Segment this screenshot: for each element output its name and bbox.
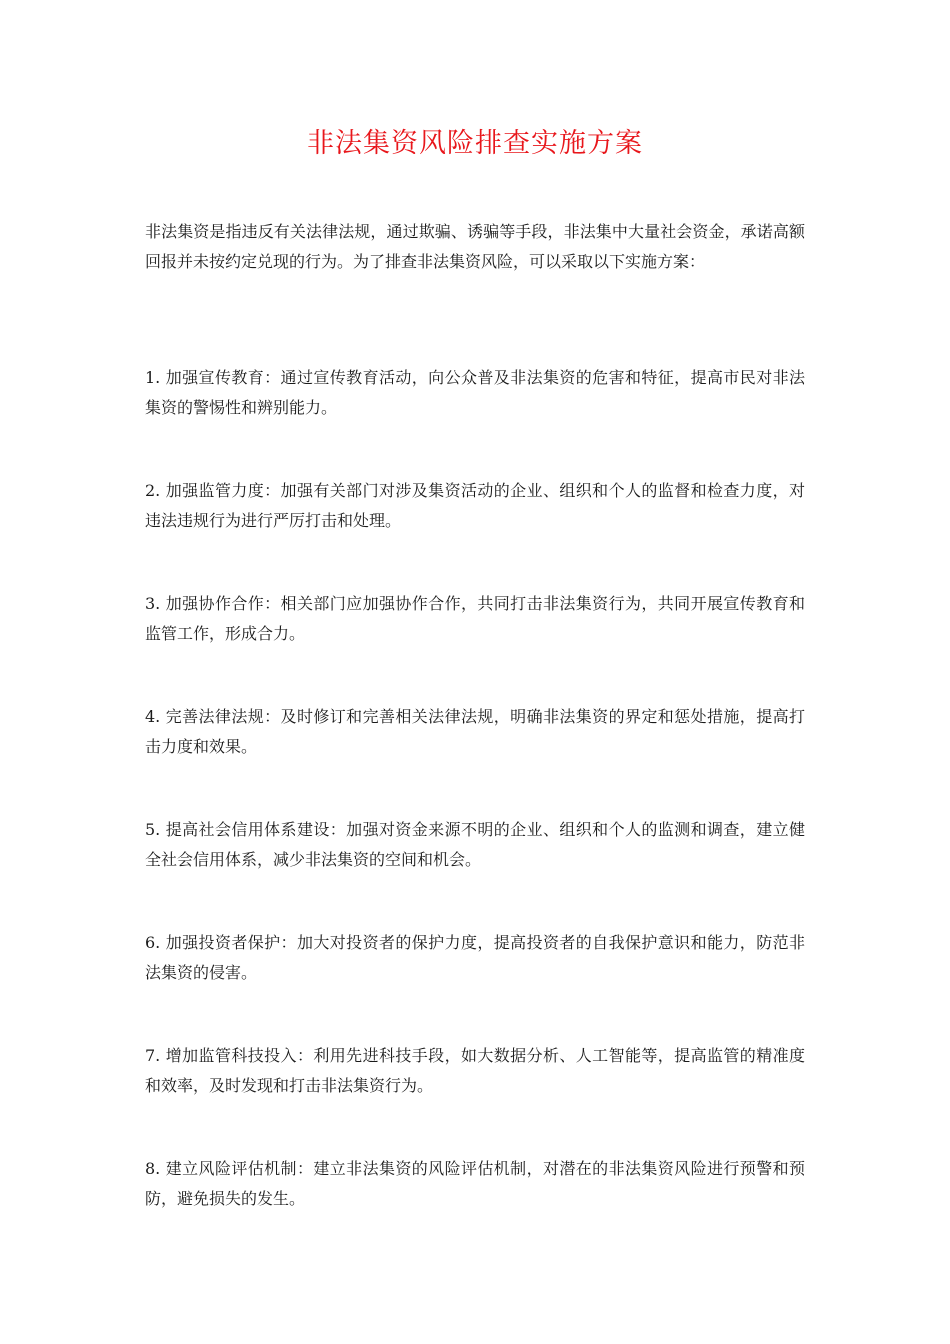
list-item-8: 8. 建立风险评估机制：建立非法集资的风险评估机制，对潜在的非法集资风险进行预警和预防，避免损失的发生。 bbox=[145, 1159, 805, 1208]
list-item-2: 2. 加强监管力度：加强有关部门对涉及集资活动的企业、组织和个人的监督和检查力度，对违法违规行为进行严厉打击和处理。 bbox=[145, 481, 805, 530]
list-item-5: 5. 提高社会信用体系建设：加强对资金来源不明的企业、组织和个人的监测和调查，建立健全社会信用体系，减少非法集资的空间和机会。 bbox=[145, 820, 805, 869]
intro-paragraph: 非法集资是指违反有关法律法规，通过欺骗、诱骗等手段，非法集中大量社会资金，承诺高额回报并未按约定兑现的行为。为了排查非法集资风险，可以采取以下实施方案： bbox=[145, 222, 805, 271]
list-item-6: 6. 加强投资者保护：加大对投资者的保护力度，提高投资者的自我保护意识和能力，防范非法集资的侵害。 bbox=[145, 933, 805, 982]
document-title: 非法集资风险排查实施方案 bbox=[307, 128, 643, 159]
list-item-1: 1. 加强宣传教育：通过宣传教育活动，向公众普及非法集资的危害和特征，提高市民对非法集资的警惕性和辨别能力。 bbox=[145, 368, 805, 417]
list-item-3: 3. 加强协作合作：相关部门应加强协作合作，共同打击非法集资行为，共同开展宣传教育和监管工作，形成合力。 bbox=[145, 594, 805, 643]
list-item-7: 7. 增加监管科技投入：利用先进科技手段，如大数据分析、人工智能等，提高监管的精准度和效率，及时发现和打击非法集资行为。 bbox=[145, 1046, 805, 1095]
list-item-4: 4. 完善法律法规：及时修订和完善相关法律法规，明确非法集资的界定和惩处措施，提高打击力度和效果。 bbox=[145, 707, 805, 756]
